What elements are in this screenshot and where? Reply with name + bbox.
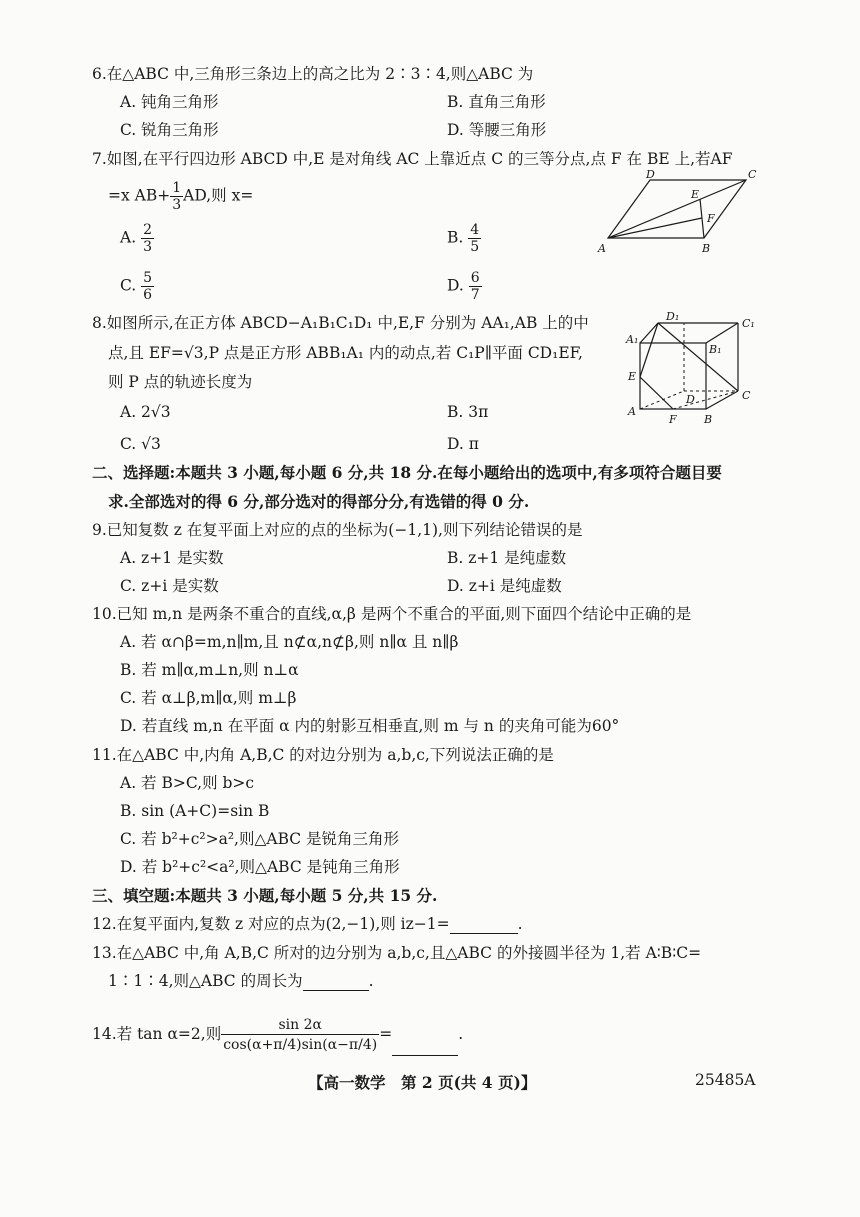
q13-end: . bbox=[368, 972, 374, 990]
q14-stem bbox=[92, 1012, 463, 1056]
q8-label-a1: A₁ bbox=[626, 333, 639, 346]
q8-option-d: D. π bbox=[447, 435, 479, 453]
q10-option-b: B. 若 m∥α,m⊥n,则 n⊥α bbox=[120, 661, 299, 679]
q8-label-c: C bbox=[742, 389, 751, 402]
section2-heading-line1: 二、选择题:本题共 3 小题,每小题 6 分,共 18 分.在每小题给出的选项中,有多项符合题目要 bbox=[92, 463, 722, 482]
q7-option-b-num: 4 bbox=[470, 222, 480, 238]
q11-option-d: D. 若 b²+c²<a²,则△ABC 是钝角三角形 bbox=[120, 858, 400, 876]
q8-label-d1: D₁ bbox=[666, 310, 680, 323]
q7-option-b-den: 5 bbox=[470, 239, 480, 255]
q10-stem: 10.已知 m,n 是两条不重合的直线,α,β 是两个不重合的平面,则下面四个结论中正确的是 bbox=[92, 605, 692, 623]
q14-end: . bbox=[458, 1025, 464, 1043]
q12-answer-blank[interactable] bbox=[450, 917, 518, 934]
q8-label-f: F bbox=[669, 413, 677, 426]
q12-stem-text: 12.在复平面内,复数 z 对应的点为(2,−1),则 iz−1= bbox=[92, 915, 450, 933]
q7-option-a-label: A. bbox=[120, 228, 137, 247]
q7-option-b bbox=[447, 222, 481, 255]
q7-coef-fraction bbox=[170, 180, 183, 213]
q8-stem-line1: 8.如图所示,在正方体 ABCD−A₁B₁C₁D₁ 中,E,F 分别为 AA₁,AB 上的中 bbox=[92, 314, 589, 332]
q7-option-d-label: D. bbox=[447, 276, 464, 295]
q13-stem-line1: 13.在△ABC 中,角 A,B,C 所对的边分别为 a,b,c,且△ABC 的外接圆半径为 1,若 A∶B∶C= bbox=[92, 944, 702, 962]
q14-denominator: cos(α+π/4)sin(α−π/4) bbox=[223, 1036, 378, 1053]
q7-option-a bbox=[120, 222, 154, 255]
q7-coef-num: 1 bbox=[172, 180, 182, 196]
q9-option-a: A. z+1 是实数 bbox=[120, 549, 224, 567]
q8-stem-line2: 点,且 EF=√3,P 点是正方形 ABB₁A₁ 内的动点,若 C₁P∥平面 CD₁EF, bbox=[108, 344, 583, 362]
section2-heading-line2: 求.全部选对的得 6 分,部分选对的得部分分,有选错的得 0 分. bbox=[108, 492, 530, 511]
q14-fraction bbox=[221, 1016, 379, 1055]
q9-stem: 9.已知复数 z 在复平面上对应的点的坐标为(−1,1),则下列结论错误的是 bbox=[92, 521, 583, 539]
q7-option-a-num: 2 bbox=[143, 222, 152, 238]
q7-stem-part-a: =x AB+ bbox=[108, 186, 171, 205]
q12-stem bbox=[92, 914, 523, 934]
q7-label-a: A bbox=[598, 242, 606, 255]
q6-option-a: A. 钝角三角形 bbox=[120, 93, 219, 111]
q7-coef-den: 3 bbox=[172, 197, 182, 213]
q8-option-c: C. √3 bbox=[120, 435, 161, 453]
q8-label-b: B bbox=[704, 413, 713, 426]
q8-stem-line3: 则 P 点的轨迹长度为 bbox=[108, 373, 253, 391]
q8-option-b: B. 3π bbox=[447, 403, 489, 421]
q11-option-b: B. sin (A+C)=sin B bbox=[120, 802, 270, 820]
q6-option-b: B. 直角三角形 bbox=[447, 93, 546, 111]
q11-stem: 11.在△ABC 中,内角 A,B,C 的对边分别为 a,b,c,下列说法正确的是 bbox=[92, 746, 554, 764]
q7-option-c-den: 6 bbox=[143, 287, 153, 303]
q8-label-d: D bbox=[686, 393, 695, 406]
section3-heading: 三、填空题:本题共 3 小题,每小题 5 分,共 15 分. bbox=[92, 886, 438, 905]
q13-answer-blank[interactable] bbox=[303, 974, 369, 991]
q7-stem-line2 bbox=[108, 180, 253, 213]
q8-option-a: A. 2√3 bbox=[120, 403, 171, 421]
q13-stem-line2 bbox=[108, 971, 374, 991]
q9-option-b: B. z+1 是纯虚数 bbox=[447, 549, 567, 567]
q9-option-d: D. z+i 是纯虚数 bbox=[447, 577, 562, 595]
q7-option-c-num: 5 bbox=[143, 270, 153, 286]
q10-option-c: C. 若 α⊥β,m∥α,则 m⊥β bbox=[120, 689, 297, 707]
q7-option-a-den: 3 bbox=[143, 239, 152, 255]
q13-stem-text: 1∶1∶4,则△ABC 的周长为 bbox=[108, 972, 303, 990]
q6-stem: 6.在△ABC 中,三角形三条边上的高之比为 2∶3∶4,则△ABC 为 bbox=[92, 65, 534, 83]
q14-numerator: sin 2α bbox=[221, 1016, 379, 1035]
footer-page-info: 【高一数学 第 2 页(共 4 页)】 bbox=[308, 1073, 537, 1092]
q6-option-c: C. 锐角三角形 bbox=[120, 121, 219, 139]
q7-option-b-label: B. bbox=[447, 228, 464, 247]
q7-option-c bbox=[120, 270, 154, 303]
q7-option-d-num: 6 bbox=[470, 270, 480, 286]
q7-label-b: B bbox=[702, 242, 711, 255]
q14-answer-blank[interactable] bbox=[392, 1031, 458, 1056]
q6-option-d: D. 等腰三角形 bbox=[447, 121, 547, 139]
q7-label-c: C bbox=[748, 168, 757, 181]
q10-option-a: A. 若 α∩β=m,n∥m,且 n⊄α,n⊄β,则 n∥α 且 n∥β bbox=[120, 633, 459, 651]
q7-label-e: E bbox=[691, 188, 700, 201]
q7-stem-part-b: AD,则 x= bbox=[183, 186, 254, 205]
q7-parallelogram-figure bbox=[596, 168, 766, 260]
q7-option-d bbox=[447, 270, 482, 303]
q8-label-a: A bbox=[628, 405, 636, 418]
q7-label-f: F bbox=[707, 212, 715, 225]
q7-label-d: D bbox=[646, 168, 655, 181]
q7-stem-line1: 7.如图,在平行四边形 ABCD 中,E 是对角线 AC 上靠近点 C 的三等分点,点 F 在 BE 上,若AF bbox=[92, 150, 733, 168]
footer-code: 25485A bbox=[695, 1071, 756, 1089]
q8-label-e: E bbox=[628, 370, 637, 383]
q14-prefix: 14.若 tan α=2,则 bbox=[92, 1025, 222, 1043]
q11-option-c: C. 若 b²+c²>a²,则△ABC 是锐角三角形 bbox=[120, 830, 400, 848]
q8-label-b1: B₁ bbox=[709, 343, 722, 356]
q7-option-c-label: C. bbox=[120, 276, 137, 295]
q12-end: . bbox=[517, 915, 523, 933]
q10-option-d: D. 若直线 m,n 在平面 α 内的射影互相垂直,则 m 与 n 的夹角可能为60° bbox=[120, 717, 620, 735]
q14-equals: = bbox=[379, 1025, 393, 1043]
q11-option-a: A. 若 B>C,则 b>c bbox=[120, 774, 255, 792]
q7-option-d-den: 7 bbox=[470, 287, 480, 303]
q9-option-c: C. z+i 是实数 bbox=[120, 577, 219, 595]
q8-cube-figure bbox=[622, 307, 762, 427]
q8-label-c1: C₁ bbox=[742, 317, 755, 330]
